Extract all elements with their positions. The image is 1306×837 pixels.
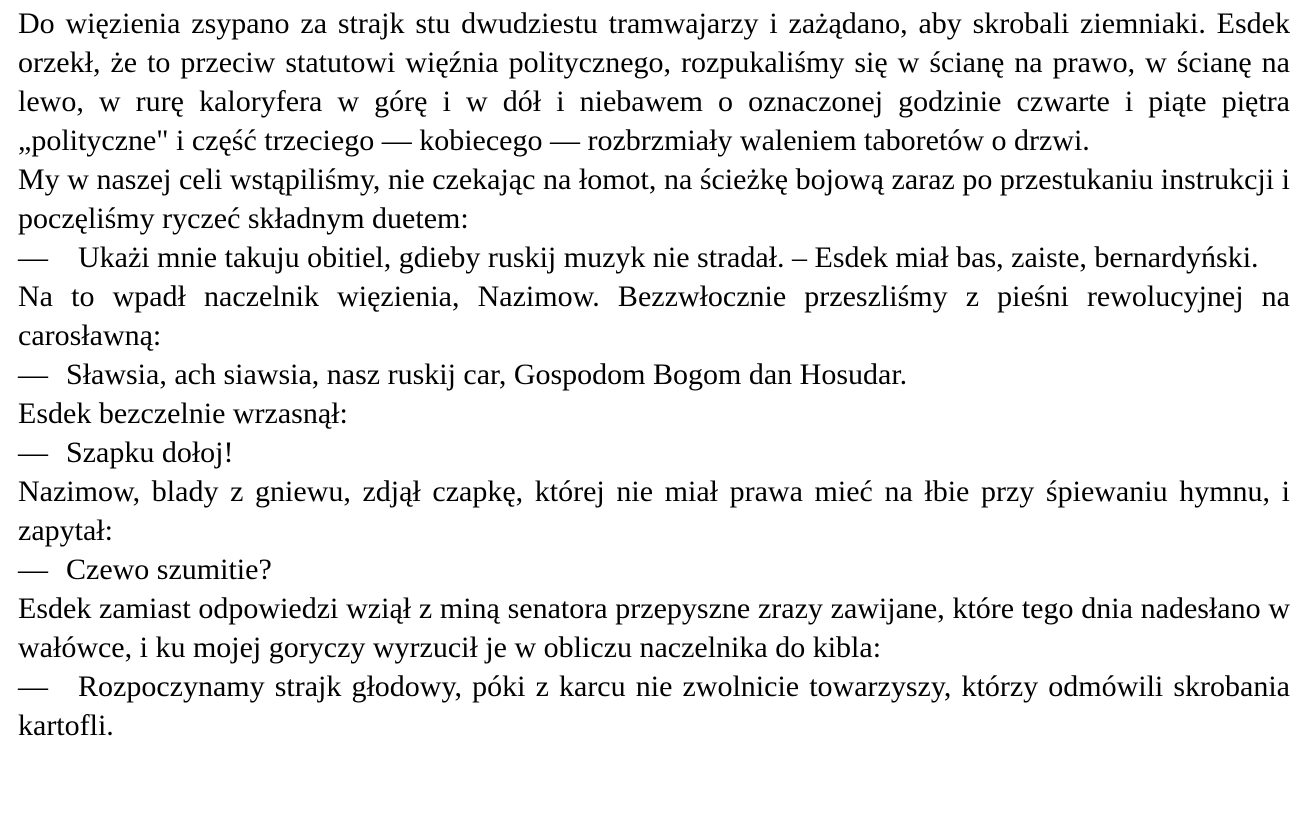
paragraph-nazimow-asks: Nazimow, blady z gniewu, zdjął czapkę, której nie miał prawa mieć na łbie przy śpiewaniu hymnu, i zapytał: [18,475,1290,547]
paragraph-nazimow-enters: Na to wpadł naczelnik więzienia, Nazimow. Bezzwłocznie przeszliśmy z pieśni rewolucyjnej na carosławną: [18,280,1290,352]
dialogue-text: Sławsia, ach siawsia, nasz ruskij car, Gospodom Bogom dan Hosudar. [66,358,908,391]
paragraph-strike-narration: Do więzienia zsypano za strajk stu dwudziestu tramwajarzy i zażądano, aby skrobali ziemniaki. Esdek orzekł, że to przeciw statutowi więźnia politycznego, rozpukaliśmy się w ścianę na prawo, w ścianę na lewo, w rurę kaloryfera w górę i w dół i niebawem o oznaczonej godzinie czwarte i piąte piętra „polityczne" i część trzeciego — kobiecego — rozbrzmiały waleniem taboretów o drzwi. [18,7,1290,157]
em-dash: — [18,358,48,391]
dialogue-line-song [18,238,1290,277]
em-dash: — [18,241,48,274]
paragraph-zrazy: Esdek zamiast odpowiedzi wziął z miną senatora przepyszne zrazy zawijane, które tego dnia nadesłano w wałówce, i ku mojej goryczy wyrzucił je w obliczu naczelnika do kibla: [18,592,1290,664]
dialogue-text: Czewo szumitie? [66,553,272,586]
paragraph-esdek-shouts: Esdek bezczelnie wrzasnął: [18,397,348,430]
em-dash: — [18,670,48,703]
dialogue-line-hat [18,433,1290,472]
dialogue-text: Ukażi mnie takuju obitiel, gdieby ruskij muzyk nie stradał. – Esdek miał bas, zaiste, bernardyński. [78,241,1259,274]
dialogue-line-question [18,550,1290,589]
document-page [18,4,1290,745]
dialogue-line-hunger-strike [18,667,1290,745]
dialogue-text: Rozpoczynamy strajk głodowy, póki z karcu nie zwolnicie towarzyszy, którzy odmówili skrobania kartofli. [18,670,1290,742]
em-dash: — [18,436,48,469]
em-dash: — [18,553,48,586]
dialogue-text: Szapku dołoj! [66,436,234,469]
paragraph-cell-duet: My w naszej celi wstąpiliśmy, nie czekając na łomot, na ścieżkę bojową zaraz po przestukaniu instrukcji i poczęliśmy ryczeć składnym duetem: [18,163,1290,235]
dialogue-line-anthem [18,355,1290,394]
